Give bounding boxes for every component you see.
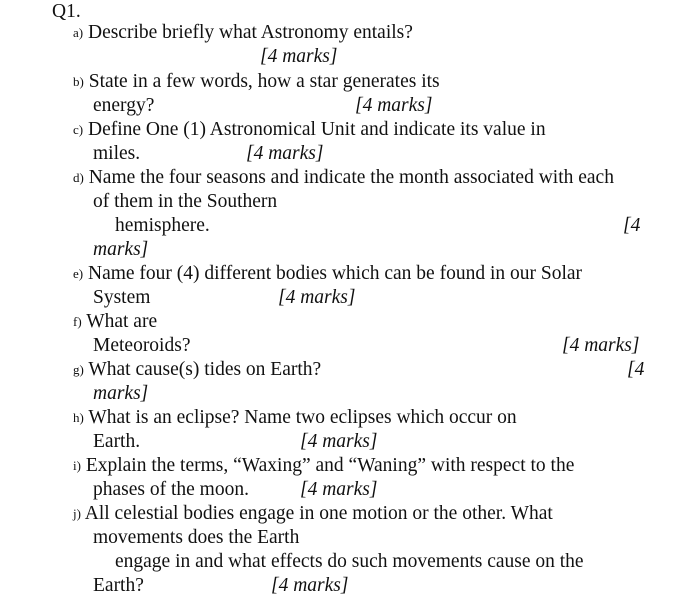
part-text-continuation: System bbox=[93, 287, 151, 308]
question-part-d bbox=[73, 166, 614, 191]
marks-j: [4 marks] bbox=[271, 575, 349, 596]
part-label: h) bbox=[73, 410, 84, 425]
part-text-continuation: engage in and what effects do such movements cause on the bbox=[115, 551, 584, 572]
marks-b: [4 marks] bbox=[355, 95, 433, 116]
part-text: Name the four seasons and indicate the month associated with each bbox=[88, 167, 614, 188]
question-number: Q1. bbox=[52, 1, 81, 22]
marks-d-end: marks] bbox=[93, 239, 149, 260]
part-text-continuation: movements does the Earth bbox=[93, 527, 300, 548]
marks-g-end: marks] bbox=[93, 383, 149, 404]
part-text-continuation: Earth. bbox=[93, 431, 141, 452]
part-text: Describe briefly what Astronomy entails? bbox=[87, 22, 413, 43]
part-label: b) bbox=[73, 74, 84, 89]
part-text-continuation: miles. bbox=[93, 143, 141, 164]
part-label: j) bbox=[73, 506, 81, 521]
part-text: Name four (4) different bodies which can be found in our Solar bbox=[87, 263, 583, 284]
part-text: What are bbox=[86, 311, 158, 332]
marks-c: [4 marks] bbox=[246, 143, 324, 164]
part-label: e) bbox=[73, 266, 84, 281]
part-label: i) bbox=[73, 458, 81, 473]
part-label: d) bbox=[73, 170, 84, 185]
question-part-b bbox=[73, 70, 440, 95]
part-label: g) bbox=[73, 362, 84, 377]
question-part-e bbox=[73, 262, 582, 287]
marks-a: [4 marks] bbox=[260, 46, 338, 67]
part-text-continuation: phases of the moon. bbox=[93, 479, 249, 500]
marks-g-start: [4 bbox=[627, 359, 645, 380]
question-part-g bbox=[73, 358, 321, 383]
part-text-continuation: energy? bbox=[93, 95, 155, 116]
question-part-j bbox=[73, 502, 553, 527]
part-text-continuation: Meteoroids? bbox=[93, 335, 191, 356]
part-label: c) bbox=[73, 122, 84, 137]
part-text: What is an eclipse? Name two eclipses which occur on bbox=[88, 407, 517, 428]
part-text-continuation: hemisphere. bbox=[115, 215, 210, 236]
part-label: f) bbox=[73, 314, 82, 329]
part-text-continuation: Earth? bbox=[93, 575, 144, 596]
marks-d-start: [4 bbox=[623, 215, 641, 236]
part-text: What cause(s) tides on Earth? bbox=[88, 359, 322, 380]
part-label: a) bbox=[73, 25, 84, 40]
part-text: All celestial bodies engage in one motion or the other. What bbox=[84, 503, 553, 524]
question-part-i bbox=[73, 454, 574, 479]
question-part-c bbox=[73, 118, 546, 143]
question-part-h bbox=[73, 406, 517, 431]
marks-i: [4 marks] bbox=[300, 479, 378, 500]
part-text: Explain the terms, “Waxing” and “Waning” with respect to the bbox=[85, 455, 575, 476]
marks-e: [4 marks] bbox=[278, 287, 356, 308]
marks-h: [4 marks] bbox=[300, 431, 378, 452]
marks-f: [4 marks] bbox=[562, 335, 640, 356]
question-part-f bbox=[73, 310, 157, 335]
part-text-continuation: of them in the Southern bbox=[93, 191, 278, 212]
part-text: State in a few words, how a star generates its bbox=[88, 71, 440, 92]
part-text: Define One (1) Astronomical Unit and indicate its value in bbox=[87, 119, 546, 140]
question-part-a bbox=[73, 21, 413, 46]
